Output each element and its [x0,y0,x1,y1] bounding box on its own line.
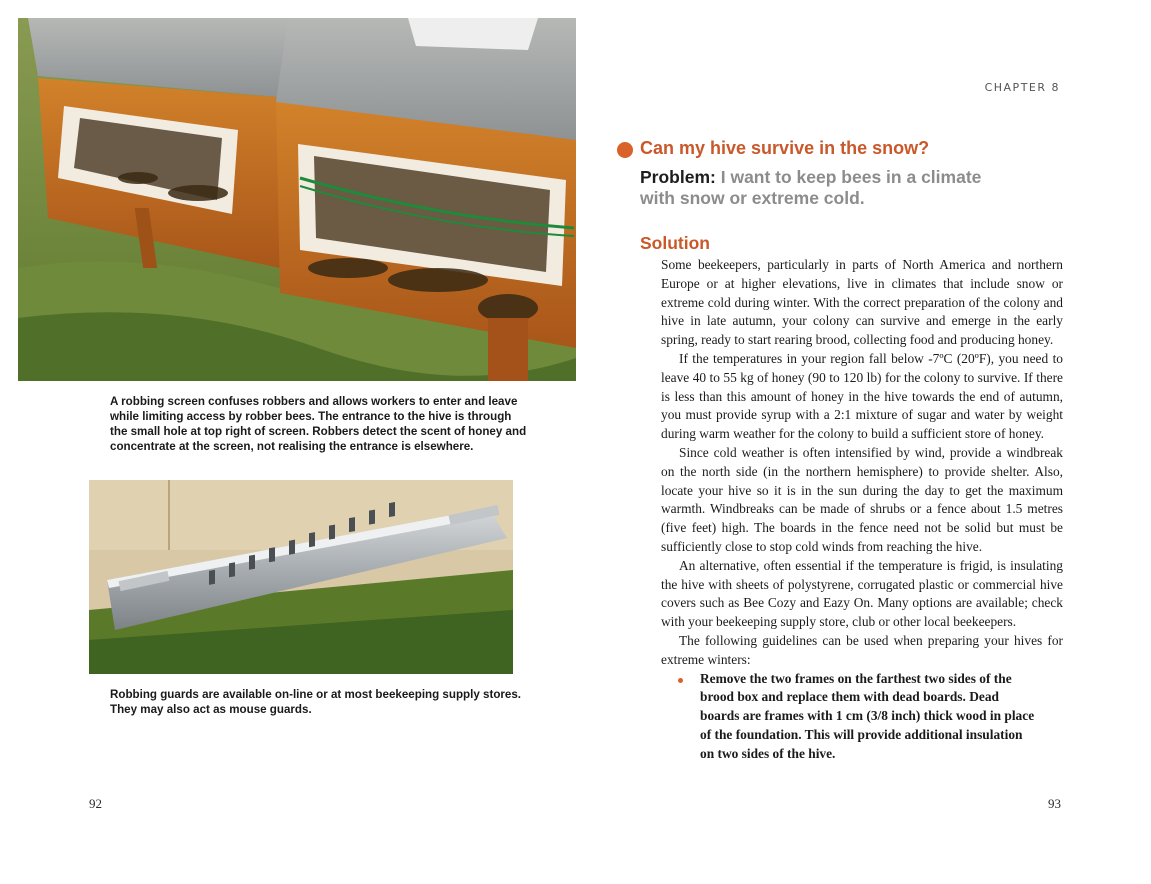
beehive-photo [18,18,576,381]
paragraph: Since cold weather is often intensified by wind, provide a windbreak on the north side (in the northern hemisphere) to provide shelter. Also, locate your hive so it is in the sun during the day to get the maximum warmth. Windbreaks can be made of shrubs or a fence about 1.5 metres (five feet) high. The boards in the fence need not be solid but must be sufficiently close to stop cold winds from reaching the hive. [661,444,1063,554]
solution-heading: Solution [640,233,710,253]
paragraph: If the temperatures in your region fall below -7ºC (20ºF), you need to leave 40 to 55 kg of honey (90 to 120 lb) for the colony to survive. If there is less than this amount of honey in the hive towards the end of autumn, you must provide syrup with a 2:1 mixture of sugar and water by weight during warm weather for the colony to build a sufficient store of honey. [661,350,1063,442]
robbing-guards-caption: Robbing guards are available on-line or at most beekeeping supply stores. They may also act as mouse guards. [110,688,522,716]
question-heading: Can my hive survive in the snow? [640,138,930,158]
problem-label: Problem: [640,167,716,187]
right-page-number: 93 [1048,796,1061,811]
question-bullet-icon [617,142,633,158]
problem-statement [640,167,1020,209]
list-item [661,670,1063,764]
chapter-label: CHAPTER 8 [984,81,1060,94]
left-page-number: 92 [89,796,102,811]
problem-text: I want to keep bees in a climate with snow or extreme cold. [640,167,982,208]
solution-body [661,256,1063,764]
paragraph: The following guidelines can be used when preparing your hives for extreme winters: [661,632,1063,667]
guidelines-list [661,670,1063,764]
robbing-guard-photo [89,480,513,674]
paragraph: An alternative, often essential if the temperature is frigid, is insulating the hive with sheets of polystyrene, corrugated plastic or commercial hive covers such as Bee Cozy and Eazy On. Many options are available; check with your beekeeping supply store, club or other local beekeepers. [661,557,1063,630]
bullet-icon [678,678,683,683]
robbing-screen-caption: A robbing screen confuses robbers and allows workers to enter and leave while limiting access by robber bees. The entrance to the hive is through the small hole at top right of screen. Robbers detect the scent of honey and concentrate at the screen, not realising the entrance is elsewhere. [110,395,527,453]
list-item-text: Remove the two frames on the farthest two sides of the brood box and replace them with dead boards. Dead boards are frames with 1 cm (3/8 inch) thick wood in place of the foundation. This will provide additional insulation on two sides of the hive. [700,670,1035,761]
paragraph: Some beekeepers, particularly in parts of North America and northern Europe or at higher elevations, live in climates that include snow or extreme cold during winter. With the correct preparation of the colony and hive in late autumn, your colony can survive and emerge in the early spring, ready to start rearing brood, collecting food and producing honey. [661,257,1063,348]
